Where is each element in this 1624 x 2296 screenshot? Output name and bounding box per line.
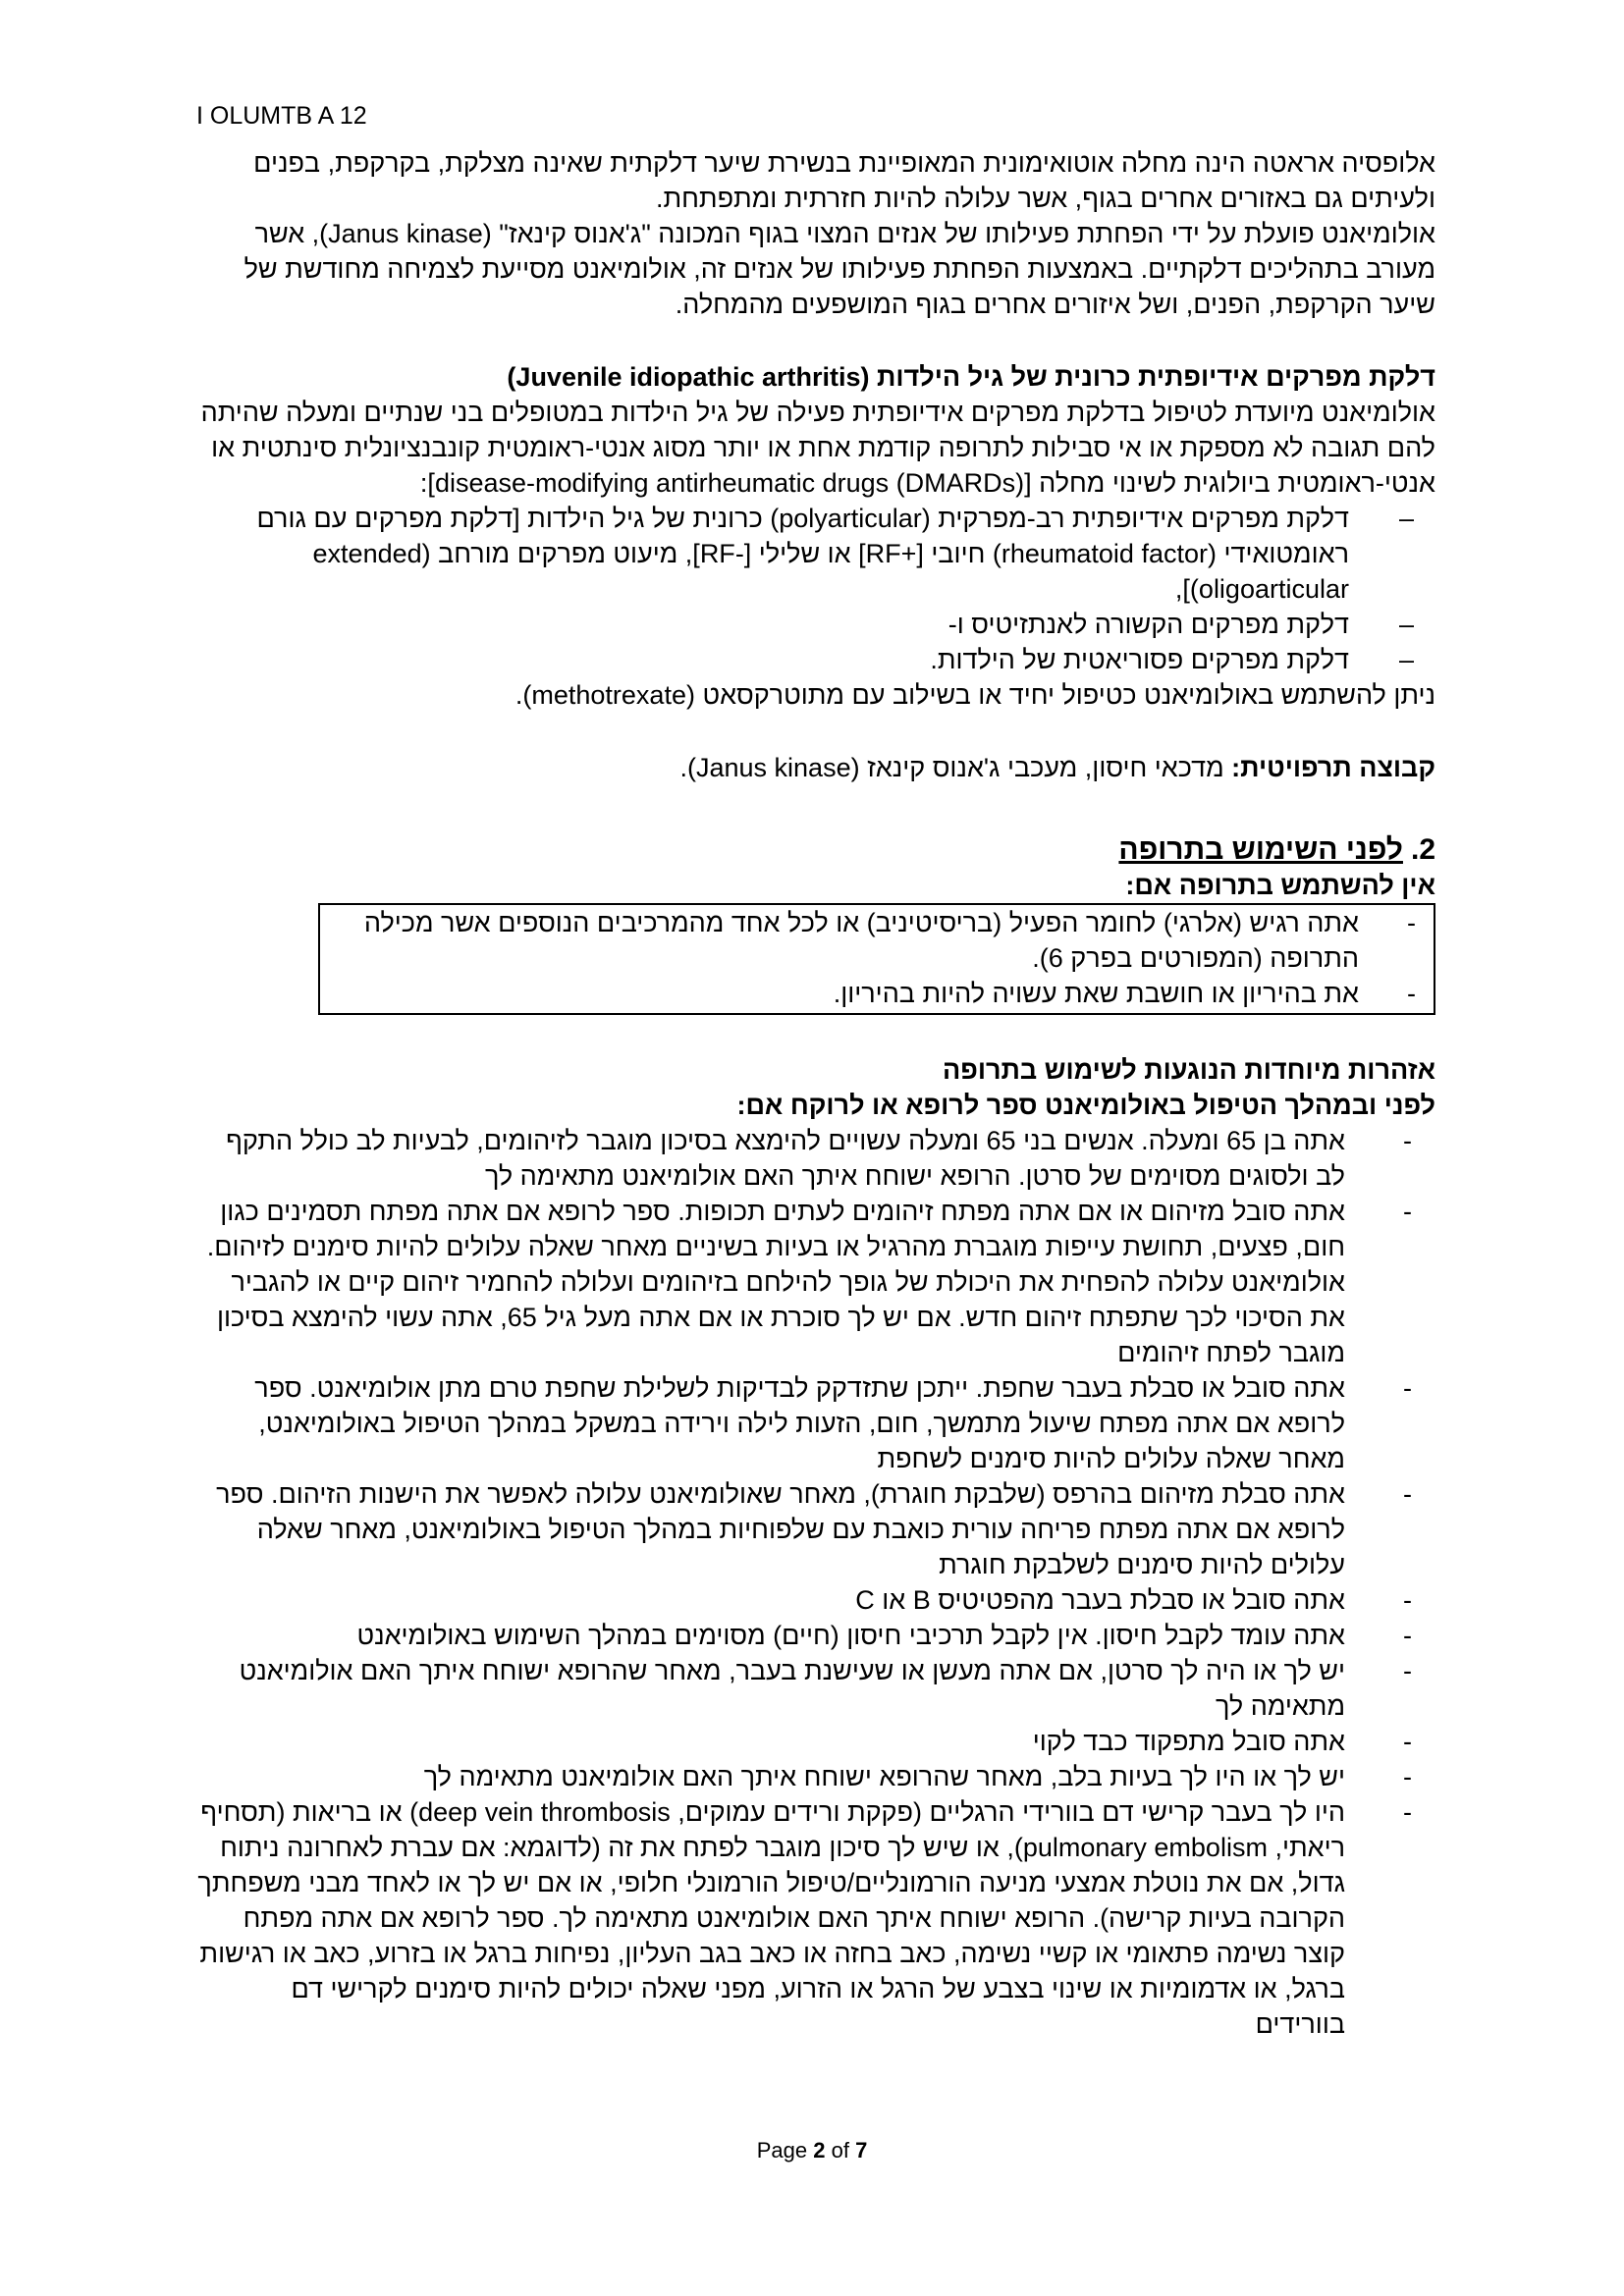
- list-item: - אתה סובל או סבלת בעבר שחפת. ייתכן שתזדקק לבדיקות לשלילת שחפת טרם מתן אולומיאנט. ספר לרופא אם אתה מפתח שיעול מתמשך, חום, הזעות לילה וירידה במשקל במהלך הטיפול באולומיאנט, מאחר שאלה עלולים להיות סימנים לשחפת: [196, 1370, 1435, 1476]
- list-item: - אתה סבלת מזיהום בהרפס (שלבקת חוגרת), מאחר שאולומיאנט עלולה לאפשר את הישנות הזיהום. ספר לרופא אם אתה מפתח פריחה עורית כואבת עם שלפוחיות במהלך הטיפול באולומיאנט, מאחר שאלה עלולים להיות סימנים לשלבקת חוגרת: [196, 1476, 1435, 1582]
- list-item: - אתה רגיש (אלרגי) לחומר הפעיל (בריסיטיניב) או לכל אחד מהמרכיבים הנוספים אשר מכילה התרופה (המפורטים בפרק 6).: [320, 905, 1430, 976]
- section-title-text: לפני השימוש בתרופה: [1118, 833, 1403, 866]
- list-item: – דלקת מפרקים הקשורה לאנתזיטיס ו-: [196, 607, 1435, 642]
- contraindications-list: [320, 905, 1430, 1011]
- jia-heading: דלקת מפרקים אידיופתית כרונית של גיל הילדות (Juvenile idiopathic arthritis): [507, 362, 1435, 392]
- contraindications-box: [318, 903, 1435, 1015]
- list-item: - אתה סובל מזיהום או אם אתה מפתח זיהומים לעתים תכופות. ספר לרופא אם אתה מפתח תסמינים כגון חום, פצעים, תחושת עייפות מוגברת מהרגיל או בעיות בשיניים מאחר שאלה עלולים להיות סימנים לזיהום. אולומיאנט עלולה להפחית את היכולת של גופך להילחם בזיהומים ועלולה להחמיר זיהום קיים או להגביר את הסיכוי לכך שתפתח זיהום חדש. אם יש לך סוכרת או אם אתה מעל גיל 65, אתה עשוי להימצא בסיכון מוגבר לפתח זיהומים: [196, 1194, 1435, 1370]
- hyphen-bullet: -: [1403, 1585, 1412, 1615]
- list-item: - יש לך או היה לך סרטן, אם אתה מעשן או שעישנת בעבר, מאחר שהרופא ישוחח איתך האם אולומיאנט מתאימה לך: [196, 1653, 1435, 1724]
- jia-note: ניתן להשתמש באולומיאנט כטיפול יחיד או בשילוב עם מתוטרקסאט (methotrexate).: [514, 680, 1435, 710]
- of-word: of: [831, 2138, 849, 2163]
- hyphen-bullet: -: [1403, 1762, 1412, 1791]
- intro-paragraph-2: אולומיאנט פועלת על ידי הפחתת פעילותו של אנזים המצוי בגוף המכונה "ג'אנוס קינאז" (Janus kinase), אשר מעורב בתהליכים דלקתיים. באמצעות הפחתת פעילותו של אנזים זה, אולומיאנט מסייעת לצמיחה מחודשת של שיער הקרקפת, הפנים, ושל איזורים אחרים בגוף המושפעים מהמחלה.: [244, 219, 1435, 319]
- list-item: – דלקת מפרקים פסוריאטית של הילדות.: [196, 642, 1435, 677]
- list-item: - יש לך או היו לך בעיות בלב, מאחר שהרופא ישוחח איתך האם אולומיאנט מתאימה לך: [196, 1759, 1435, 1794]
- list-item: - אתה סובל מתפקוד כבד לקוי: [196, 1724, 1435, 1759]
- therapeutic-group: [196, 750, 1435, 785]
- hyphen-bullet: -: [1403, 1797, 1412, 1827]
- section-2-title: [196, 832, 1435, 868]
- therapeutic-group-label: קבוצה תרפויטית:: [1231, 753, 1435, 782]
- jia-list: [196, 501, 1435, 677]
- page-footer: [0, 2138, 1624, 2163]
- intro-paragraph-1: אלופסיה אראטה הינה מחלה אוטואימונית המאופיינת בנשירת שיער דלקתית שאינה מצלקת, בקרקפת, בפנים ולעיתים גם באזורים אחרים בגוף, אשר עלולה להיות חזרתית ומתפתחת.: [253, 148, 1435, 213]
- hyphen-bullet: -: [1407, 908, 1416, 937]
- therapeutic-group-value: מדכאי חיסון, מעכבי ג'אנוס קינאז (Janus kinase).: [679, 753, 1232, 782]
- hyphen-bullet: -: [1403, 1373, 1412, 1403]
- page-content: [196, 145, 1435, 2042]
- hyphen-bullet: -: [1403, 1727, 1412, 1756]
- jia-intro: אולומיאנט מיועדת לטיפול בדלקת מפרקים אידיופתית פעילה של גיל הילדות במטופלים בני שנתיים ומעלה שהיתה להם תגובה לא מספקת או אי סבילות לתרופה קודמת אחת או יותר מסוג אנטי-ראומטית קונבנציונלית סינתטית או אנטי-ראומטית ביולוגית לשינוי מחלה [disease-modifying antirheumatic drugs (DMARDs)]:: [200, 398, 1435, 498]
- hyphen-bullet: -: [1403, 1197, 1412, 1226]
- warnings-heading: אזהרות מיוחדות הנוגעות לשימוש בתרופה: [943, 1055, 1435, 1085]
- dash-bullet: –: [1398, 610, 1414, 639]
- document-code: I OLUMTB A 12: [196, 102, 367, 130]
- page-total: 7: [855, 2138, 868, 2163]
- list-item: – דלקת מפרקים אידיופתית רב-מפרקית (polyarticular) כרונית של גיל הילדות [דלקת מפרקים עם גורם ראומטואידי (rheumatoid factor) חיובי [+RF] או שלילי [-RF], מיעוט מפרקים מורחב (extended oligoarticular)],: [196, 501, 1435, 607]
- page-current: 2: [813, 2138, 826, 2163]
- list-item: - אתה סובל או סבלת בעבר מהפטיטיס B או C: [196, 1582, 1435, 1618]
- hyphen-bullet: -: [1403, 1656, 1412, 1685]
- hyphen-bullet: -: [1403, 1621, 1412, 1650]
- list-item: - אתה בן 65 ומעלה. אנשים בני 65 ומעלה עשויים להימצא בסיכון מוגבר לזיהומים, לבעיות לב כולל התקף לב ולסוגים מסוימים של סרטן. הרופא ישוחח איתך האם אולומיאנט מתאימה לך: [196, 1123, 1435, 1194]
- list-item: - את בהיריון או חושבת שאת עשויה להיות בהיריון.: [320, 976, 1430, 1011]
- list-item: - אתה עומד לקבל חיסון. אין לקבל תרכיבי חיסון (חיים) מסוימים במהלך השימוש באולומיאנט: [196, 1618, 1435, 1653]
- list-item: - היו לך בעבר קרישי דם בוורידי הרגליים (פקקת ורידים עמוקים, deep vein thrombosis) או בריאות (תסחיף ריאתי, pulmonary embolism), או שיש לך סיכון מוגבר לפתח את זה (לדוגמא: אם עברת לאחרונה ניתוח גדול, אם את נוטלת אמצעי מניעה הורמונליים/טיפול הורמונלי חלופי, או אם יש לך או לאחד מבני משפחתך הקרובה בעיות קרישה). הרופא ישוחח איתך האם אולומיאנט מתאימה לך. ספר לרופא אם אתה מפתח קוצר נשימה פתאומי או קשיי נשימה, כאב בחזה או כאב בגב העליון, נפיחות ברגל או בזרוע, כאב או רגישות ברגל, או אדמומיות או שינוי בצבע של הרגל או הזרוע, מפני שאלה יכולים להיות סימנים לקרישי דם בוורידים: [196, 1794, 1435, 2042]
- hyphen-bullet: -: [1407, 979, 1416, 1008]
- page-word: Page: [756, 2138, 808, 2163]
- warnings-subheading: לפני ובמהלך הטיפול באולומיאנט ספר לרופא או לרוקח אם:: [736, 1091, 1435, 1120]
- warnings-list: [196, 1123, 1435, 2042]
- section-number: 2.: [1410, 833, 1435, 866]
- dash-bullet: –: [1398, 504, 1414, 533]
- hyphen-bullet: -: [1403, 1479, 1412, 1509]
- hyphen-bullet: -: [1403, 1126, 1412, 1155]
- dash-bullet: –: [1398, 645, 1414, 674]
- contraindications-heading: אין להשתמש בתרופה אם:: [1125, 871, 1435, 900]
